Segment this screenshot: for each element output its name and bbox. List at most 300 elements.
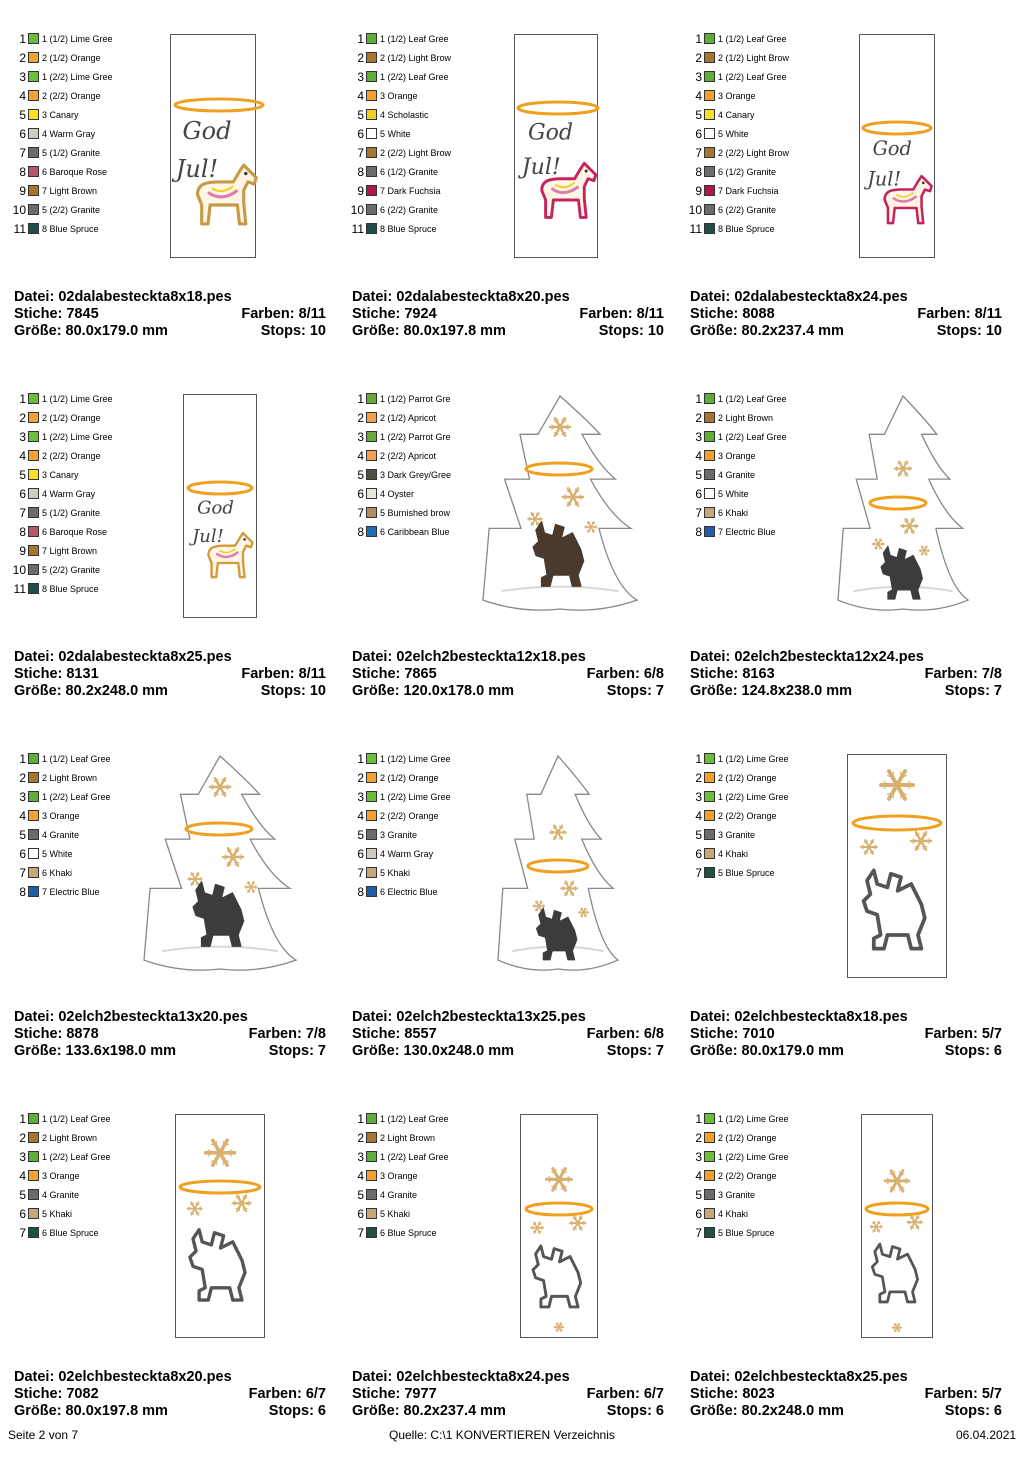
design-preview	[498, 754, 618, 978]
color-row	[682, 105, 822, 124]
color-row	[344, 1109, 484, 1128]
color-name: 1 (2/2) Leaf Gree	[380, 1152, 470, 1162]
color-row	[6, 579, 146, 598]
color-swatch	[28, 33, 39, 44]
color-index: 2	[6, 771, 26, 785]
color-index: 3	[344, 70, 364, 84]
color-swatch	[28, 1132, 39, 1143]
color-name: 6 Khaki	[42, 868, 132, 878]
file-name: Datei: 02elch2besteckta12x24.pes	[690, 649, 924, 666]
design-size: Größe: 80.2x237.4 mm	[690, 323, 844, 340]
color-row	[344, 844, 484, 863]
color-swatch	[704, 128, 715, 139]
stitch-count: Stiche: 8878	[14, 1026, 99, 1043]
color-index: 11	[682, 222, 702, 236]
color-swatch	[28, 772, 39, 783]
color-index: 2	[344, 411, 364, 425]
color-row	[682, 389, 822, 408]
color-row	[344, 1185, 484, 1204]
color-swatch	[704, 71, 715, 82]
color-index: 5	[682, 828, 702, 842]
color-name: 2 (1/2) Orange	[42, 53, 132, 63]
stop-count: Stops: 10	[937, 323, 1002, 340]
color-swatch	[704, 223, 715, 234]
design-size: Größe: 124.8x238.0 mm	[690, 683, 852, 700]
color-row	[682, 1204, 822, 1223]
color-row	[6, 863, 146, 882]
color-index: 2	[682, 51, 702, 65]
color-swatch	[704, 1113, 715, 1124]
color-row	[682, 162, 822, 181]
color-swatch	[28, 583, 39, 594]
color-name: 6 Caribbean Blue	[380, 527, 470, 537]
color-name: 1 (2/2) Lime Gree	[42, 72, 132, 82]
color-row	[344, 1147, 484, 1166]
color-swatch	[704, 848, 715, 859]
design-preview	[183, 394, 257, 618]
color-name: 5 Burnished brow	[380, 508, 470, 518]
color-index: 4	[6, 449, 26, 463]
color-index: 7	[6, 146, 26, 160]
color-row	[682, 427, 822, 446]
color-row	[6, 825, 146, 844]
color-name: 2 (2/2) Orange	[718, 811, 808, 821]
color-swatch	[704, 33, 715, 44]
color-index: 8	[682, 165, 702, 179]
color-name: 2 (2/2) Orange	[380, 811, 470, 821]
color-row	[6, 408, 146, 427]
color-index: 7	[344, 146, 364, 160]
color-row	[344, 86, 484, 105]
color-row	[682, 787, 822, 806]
color-swatch	[366, 109, 377, 120]
color-name: 2 (1/2) Light Brow	[718, 53, 808, 63]
color-name: 1 (2/2) Lime Gree	[380, 792, 470, 802]
color-swatch	[366, 166, 377, 177]
file-name: Datei: 02elch2besteckta13x25.pes	[352, 1009, 586, 1026]
color-name: 1 (1/2) Lime Gree	[718, 1114, 808, 1124]
stitch-count: Stiche: 7082	[14, 1386, 99, 1403]
color-swatch	[704, 772, 715, 783]
color-name: 5 Khaki	[42, 1209, 132, 1219]
design-card	[338, 17, 676, 377]
color-index: 2	[682, 1131, 702, 1145]
stop-count: Stops: 10	[599, 323, 664, 340]
design-size: Größe: 120.0x178.0 mm	[352, 683, 514, 700]
color-row	[6, 1223, 146, 1242]
color-swatch	[704, 1151, 715, 1162]
color-index: 6	[6, 1207, 26, 1221]
color-index: 1	[344, 1112, 364, 1126]
color-swatch	[704, 1208, 715, 1219]
design-preview	[170, 34, 256, 258]
color-row	[344, 29, 484, 48]
color-index: 6	[682, 1207, 702, 1221]
color-swatch	[28, 90, 39, 101]
color-list	[6, 29, 146, 238]
stop-count: Stops: 7	[607, 1043, 664, 1060]
stop-count: Stops: 6	[945, 1043, 1002, 1060]
color-row	[682, 1166, 822, 1185]
color-name: 1 (2/2) Leaf Gree	[42, 1152, 132, 1162]
color-swatch	[366, 791, 377, 802]
color-index: 7	[344, 866, 364, 880]
color-swatch	[704, 412, 715, 423]
color-row	[344, 200, 484, 219]
color-index: 4	[344, 89, 364, 103]
color-index: 7	[344, 1226, 364, 1240]
design-info	[352, 1009, 664, 1060]
color-swatch	[366, 204, 377, 215]
color-name: 1 (2/2) Leaf Gree	[380, 72, 470, 82]
color-swatch	[28, 810, 39, 821]
color-swatch	[366, 185, 377, 196]
color-row	[6, 465, 146, 484]
color-swatch	[704, 867, 715, 878]
color-name: 3 Orange	[380, 91, 470, 101]
color-index: 3	[682, 1150, 702, 1164]
color-index: 8	[682, 525, 702, 539]
color-name: 4 Warm Gray	[42, 129, 132, 139]
color-list	[682, 29, 822, 238]
color-row	[6, 503, 146, 522]
color-row	[682, 48, 822, 67]
color-name: 4 Granite	[42, 1190, 132, 1200]
design-info	[690, 1369, 1002, 1420]
color-swatch	[366, 810, 377, 821]
color-swatch	[28, 128, 39, 139]
design-size: Größe: 80.2x248.0 mm	[690, 1403, 844, 1420]
color-index: 7	[6, 506, 26, 520]
color-row	[6, 48, 146, 67]
color-name: 3 Canary	[42, 110, 132, 120]
color-name: 1 (2/2) Lime Gree	[42, 432, 132, 442]
file-name: Datei: 02dalabesteckta8x20.pes	[352, 289, 570, 306]
color-swatch	[704, 791, 715, 802]
color-name: 3 Orange	[718, 451, 808, 461]
color-index: 2	[6, 51, 26, 65]
color-name: 2 (1/2) Apricot	[380, 413, 470, 423]
design-size: Größe: 80.0x179.0 mm	[690, 1043, 844, 1060]
color-index: 6	[6, 487, 26, 501]
color-row	[6, 882, 146, 901]
color-swatch	[366, 772, 377, 783]
color-row	[344, 465, 484, 484]
color-row	[344, 389, 484, 408]
color-row	[344, 446, 484, 465]
color-swatch	[28, 1170, 39, 1181]
color-swatch	[28, 1151, 39, 1162]
design-size: Größe: 80.0x197.8 mm	[352, 323, 506, 340]
color-row	[6, 522, 146, 541]
color-index: 1	[682, 32, 702, 46]
design-preview	[859, 34, 935, 258]
color-index: 9	[682, 184, 702, 198]
color-count: Farben: 8/11	[917, 306, 1002, 323]
color-swatch	[704, 450, 715, 461]
color-name: 6 (2/2) Granite	[380, 205, 470, 215]
page-number: Seite 2 von 7	[8, 1428, 78, 1442]
color-index: 11	[6, 582, 26, 596]
color-row	[682, 219, 822, 238]
file-name: Datei: 02elchbesteckta8x24.pes	[352, 1369, 570, 1386]
color-row	[344, 882, 484, 901]
color-row	[6, 1204, 146, 1223]
design-size: Größe: 133.6x198.0 mm	[14, 1043, 176, 1060]
color-index: 9	[6, 544, 26, 558]
color-index: 1	[6, 32, 26, 46]
color-name: 5 Khaki	[380, 868, 470, 878]
color-swatch	[366, 1170, 377, 1181]
color-swatch	[28, 829, 39, 840]
color-swatch	[366, 867, 377, 878]
design-card	[338, 737, 676, 1097]
stitch-count: Stiche: 7924	[352, 306, 437, 323]
color-name: 1 (1/2) Parrot Gre	[380, 394, 470, 404]
color-list	[682, 749, 822, 882]
color-index: 6	[344, 127, 364, 141]
color-name: 4 Warm Gray	[42, 489, 132, 499]
color-name: 7 Light Brown	[42, 546, 132, 556]
color-row	[344, 806, 484, 825]
jul-text: Jul!	[188, 526, 224, 547]
color-index: 3	[6, 70, 26, 84]
stitch-count: Stiche: 8557	[352, 1026, 437, 1043]
design-preview	[520, 1114, 598, 1338]
color-row	[682, 749, 822, 768]
color-name: 2 (1/2) Orange	[718, 773, 808, 783]
color-index: 8	[344, 525, 364, 539]
design-preview	[838, 394, 968, 618]
color-name: 2 (2/2) Light Brow	[380, 148, 470, 158]
color-name: 4 Khaki	[718, 1209, 808, 1219]
color-name: 4 Scholastic	[380, 110, 470, 120]
color-name: 5 White	[718, 129, 808, 139]
color-name: 6 (1/2) Granite	[380, 167, 470, 177]
color-row	[344, 124, 484, 143]
color-index: 7	[344, 506, 364, 520]
design-size: Größe: 80.2x248.0 mm	[14, 683, 168, 700]
color-swatch	[28, 753, 39, 764]
color-row	[682, 844, 822, 863]
color-swatch	[704, 204, 715, 215]
color-row	[682, 446, 822, 465]
color-name: 6 Electric Blue	[380, 887, 470, 897]
color-swatch	[704, 526, 715, 537]
color-name: 5 (2/2) Granite	[42, 205, 132, 215]
color-index: 3	[344, 1150, 364, 1164]
color-name: 2 (2/2) Light Brow	[718, 148, 808, 158]
color-row	[6, 427, 146, 446]
design-info	[352, 289, 664, 340]
color-swatch	[28, 204, 39, 215]
color-name: 4 Granite	[42, 830, 132, 840]
stitch-count: Stiche: 8131	[14, 666, 99, 683]
color-index: 4	[6, 89, 26, 103]
color-index: 5	[344, 828, 364, 842]
god-text: God	[197, 498, 234, 519]
color-swatch	[704, 393, 715, 404]
color-row	[344, 427, 484, 446]
color-index: 4	[682, 449, 702, 463]
color-row	[682, 825, 822, 844]
hoop-frame	[176, 1115, 265, 1338]
color-index: 6	[682, 487, 702, 501]
color-name: 3 Canary	[42, 470, 132, 480]
stitch-count: Stiche: 7845	[14, 306, 99, 323]
color-count: Farben: 6/8	[587, 1026, 664, 1043]
color-row	[6, 1185, 146, 1204]
color-name: 3 Granite	[718, 830, 808, 840]
color-row	[6, 143, 146, 162]
color-swatch	[28, 450, 39, 461]
color-swatch	[366, 90, 377, 101]
design-preview	[861, 1114, 933, 1338]
color-swatch	[704, 185, 715, 196]
color-row	[6, 67, 146, 86]
color-name: 2 (1/2) Orange	[42, 413, 132, 423]
color-row	[682, 181, 822, 200]
page-footer	[0, 1426, 1024, 1446]
color-swatch	[28, 109, 39, 120]
color-index: 5	[6, 108, 26, 122]
color-row	[6, 219, 146, 238]
color-index: 8	[344, 885, 364, 899]
color-row	[682, 484, 822, 503]
color-swatch	[366, 488, 377, 499]
color-count: Farben: 6/7	[249, 1386, 326, 1403]
color-row	[682, 863, 822, 882]
color-swatch	[704, 147, 715, 158]
color-index: 11	[6, 222, 26, 236]
color-name: 3 Orange	[380, 1171, 470, 1181]
color-swatch	[28, 564, 39, 575]
color-name: 1 (1/2) Lime Gree	[718, 754, 808, 764]
color-row	[682, 1109, 822, 1128]
color-swatch	[28, 147, 39, 158]
color-swatch	[366, 526, 377, 537]
color-swatch	[366, 1151, 377, 1162]
color-index: 7	[682, 146, 702, 160]
color-index: 2	[344, 1131, 364, 1145]
color-swatch	[28, 1113, 39, 1124]
color-row	[344, 749, 484, 768]
color-swatch	[704, 1132, 715, 1143]
color-row	[6, 1147, 146, 1166]
color-swatch	[704, 488, 715, 499]
color-swatch	[704, 469, 715, 480]
stitch-count: Stiche: 8088	[690, 306, 775, 323]
color-index: 5	[6, 828, 26, 842]
color-count: Farben: 6/7	[587, 1386, 664, 1403]
color-row	[682, 1128, 822, 1147]
color-index: 5	[344, 468, 364, 482]
color-swatch	[366, 412, 377, 423]
color-name: 1 (1/2) Leaf Gree	[42, 1114, 132, 1124]
color-index: 2	[682, 411, 702, 425]
color-index: 6	[344, 1207, 364, 1221]
color-index: 5	[682, 468, 702, 482]
color-swatch	[704, 52, 715, 63]
color-swatch	[28, 526, 39, 537]
color-row	[6, 105, 146, 124]
color-index: 3	[6, 1150, 26, 1164]
color-name: 6 Blue Spruce	[42, 1228, 132, 1238]
color-index: 3	[682, 70, 702, 84]
color-row	[6, 806, 146, 825]
color-index: 5	[344, 1188, 364, 1202]
color-name: 2 (2/2) Apricot	[380, 451, 470, 461]
color-row	[682, 124, 822, 143]
color-index: 6	[344, 847, 364, 861]
color-swatch	[366, 1113, 377, 1124]
color-row	[344, 503, 484, 522]
color-name: 6 Baroque Rose	[42, 167, 132, 177]
color-row	[344, 48, 484, 67]
color-swatch	[366, 829, 377, 840]
color-index: 1	[682, 752, 702, 766]
color-name: 3 Dark Grey/Gree	[380, 470, 470, 480]
stop-count: Stops: 10	[261, 683, 326, 700]
color-name: 3 Orange	[42, 811, 132, 821]
color-swatch	[28, 848, 39, 859]
color-index: 1	[6, 752, 26, 766]
stitch-count: Stiche: 8163	[690, 666, 775, 683]
color-row	[6, 844, 146, 863]
color-row	[6, 768, 146, 787]
design-info	[352, 1369, 664, 1420]
stop-count: Stops: 6	[945, 1403, 1002, 1420]
color-row	[344, 522, 484, 541]
color-row	[682, 29, 822, 48]
color-index: 8	[6, 885, 26, 899]
color-swatch	[28, 223, 39, 234]
color-name: 7 Electric Blue	[42, 887, 132, 897]
color-index: 8	[6, 525, 26, 539]
color-row	[344, 162, 484, 181]
color-swatch	[28, 886, 39, 897]
color-row	[6, 787, 146, 806]
jul-text: Jul!	[518, 155, 561, 180]
color-index: 3	[344, 430, 364, 444]
color-name: 1 (1/2) Lime Gree	[380, 754, 470, 764]
design-size: Größe: 80.2x237.4 mm	[352, 1403, 506, 1420]
color-index: 3	[682, 430, 702, 444]
file-name: Datei: 02elch2besteckta12x18.pes	[352, 649, 586, 666]
design-size: Größe: 130.0x248.0 mm	[352, 1043, 514, 1060]
design-card	[676, 737, 1014, 1097]
color-row	[6, 446, 146, 465]
color-name: 5 White	[42, 849, 132, 859]
color-row	[6, 560, 146, 579]
design-card	[676, 377, 1014, 737]
color-index: 7	[682, 1226, 702, 1240]
color-name: 3 Granite	[718, 1190, 808, 1200]
color-index: 9	[6, 184, 26, 198]
color-index: 1	[682, 392, 702, 406]
design-info	[14, 649, 326, 700]
color-list	[6, 1109, 146, 1242]
color-swatch	[704, 109, 715, 120]
color-swatch	[28, 469, 39, 480]
color-index: 10	[6, 203, 26, 217]
color-swatch	[704, 507, 715, 518]
color-index: 6	[6, 847, 26, 861]
jul-text: Jul!	[171, 155, 218, 183]
stitch-count: Stiche: 7010	[690, 1026, 775, 1043]
color-row	[6, 389, 146, 408]
color-count: Farben: 5/7	[925, 1026, 1002, 1043]
